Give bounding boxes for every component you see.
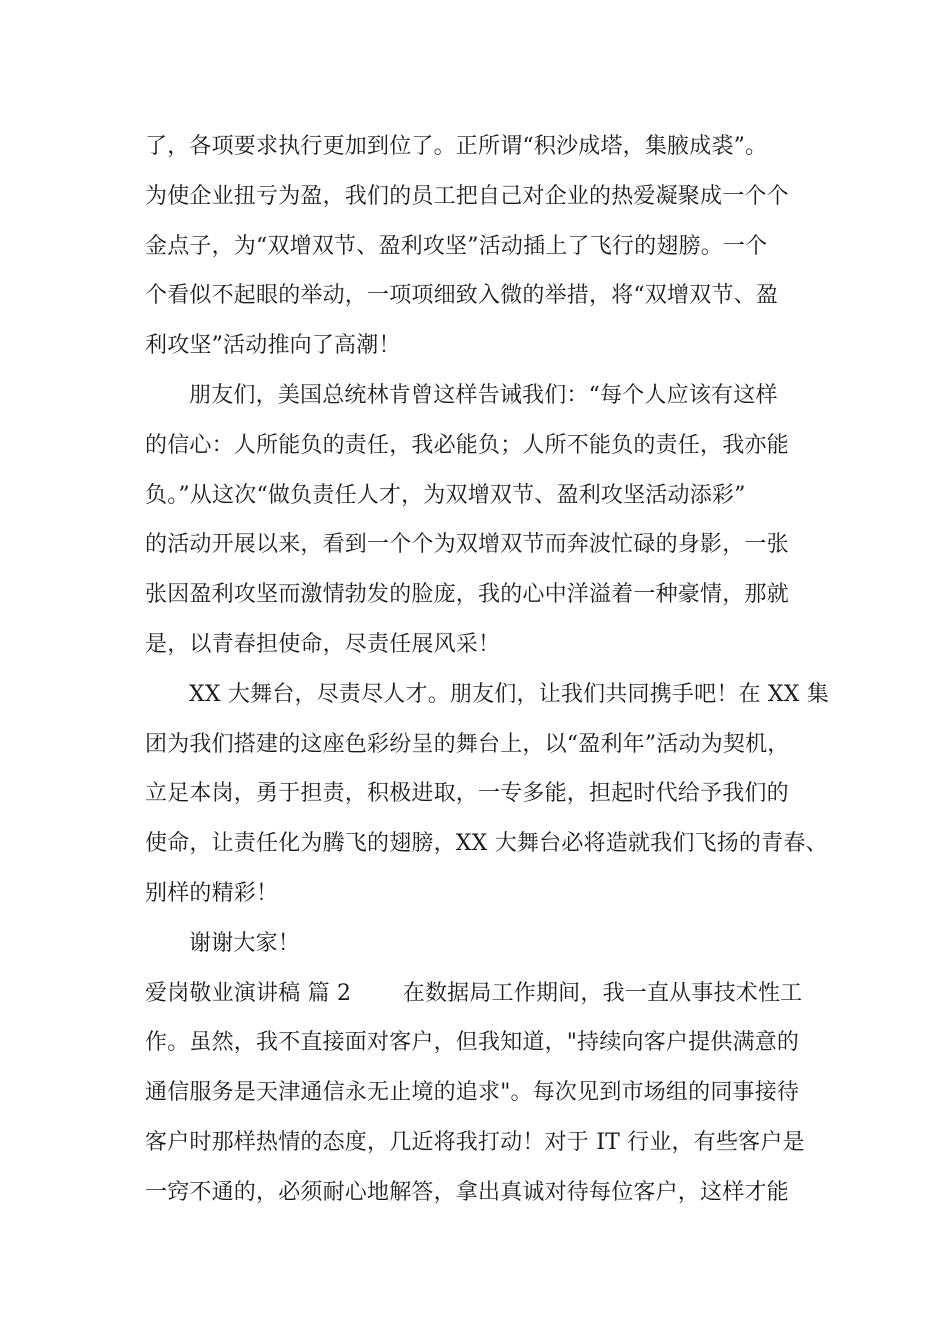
text-line: XX 大舞台，尽责尽人才。朋友们，让我们共同携手吧！在 XX 集 [189, 681, 830, 707]
text-line: 别样的精彩！ [145, 880, 279, 906]
text-line: 张因盈利攻坚而激情勃发的脸庞，我的心中洋溢着一种豪情，那就 [145, 582, 789, 608]
text-line: 金点子，为“双增双节、盈利攻坚”活动插上了飞行的翅膀。一个 [145, 233, 768, 259]
text-line: 使命，让责任化为腾飞的翅膀，XX 大舞台必将造就我们飞扬的青春、 [145, 831, 828, 857]
text-line: 立足本岗，勇于担责，积极进取，一专多能，担起时代给予我们的 [145, 781, 789, 807]
text-line: 团为我们搭建的这座色彩纷呈的舞台上，以“盈利年”活动为契机， [145, 731, 790, 757]
text-line: 的活动开展以来，看到一个个为双增双节而奔波忙碌的身影，一张 [145, 532, 789, 558]
text-line: 朋友们，美国总统林肯曾这样告诫我们：“每个人应该有这样 [189, 382, 778, 408]
text-line: 是，以青春担使命，尽责任展风采！ [145, 631, 501, 657]
text-line: 的信心：人所能负的责任，我必能负；人所不能负的责任，我亦能 [145, 432, 789, 458]
text-line: 利攻坚”活动推向了高潮！ [145, 333, 401, 359]
text-line: 通信服务是天津通信永无止境的追求"。每次见到市场组的同事接待 [145, 1080, 800, 1106]
body-text [145, 122, 830, 1218]
text-line: 个看似不起眼的举动，一项项细致入微的举措，将“双增双节、盈 [145, 283, 779, 309]
text-line: 负。”从这次“做负责任人才，为双增双节、盈利攻坚活动添彩” [145, 482, 746, 508]
text-line: 谢谢大家！ [189, 930, 301, 956]
text-line: 爱岗敬业演讲稿 篇 2 在数据局工作期间，我一直从事技术性工 [145, 980, 803, 1006]
text-line: 作。虽然，我不直接面对客户，但我知道，"持续向客户提供满意的 [145, 1030, 800, 1056]
text-line: 一窍不通的，必须耐心地解答，拿出真诚对待每位客户，这样才能 [145, 1179, 789, 1205]
text-line: 客户时那样热情的态度，几近将我打动！对于 IT 行业，有些客户是 [145, 1129, 805, 1155]
text-line: 为使企业扭亏为盈，我们的员工把自己对企业的热爱凝聚成一个个 [145, 183, 789, 209]
text-line: 了，各项要求执行更加到位了。正所谓“积沙成塔，集腋成裘”。 [145, 134, 768, 159]
